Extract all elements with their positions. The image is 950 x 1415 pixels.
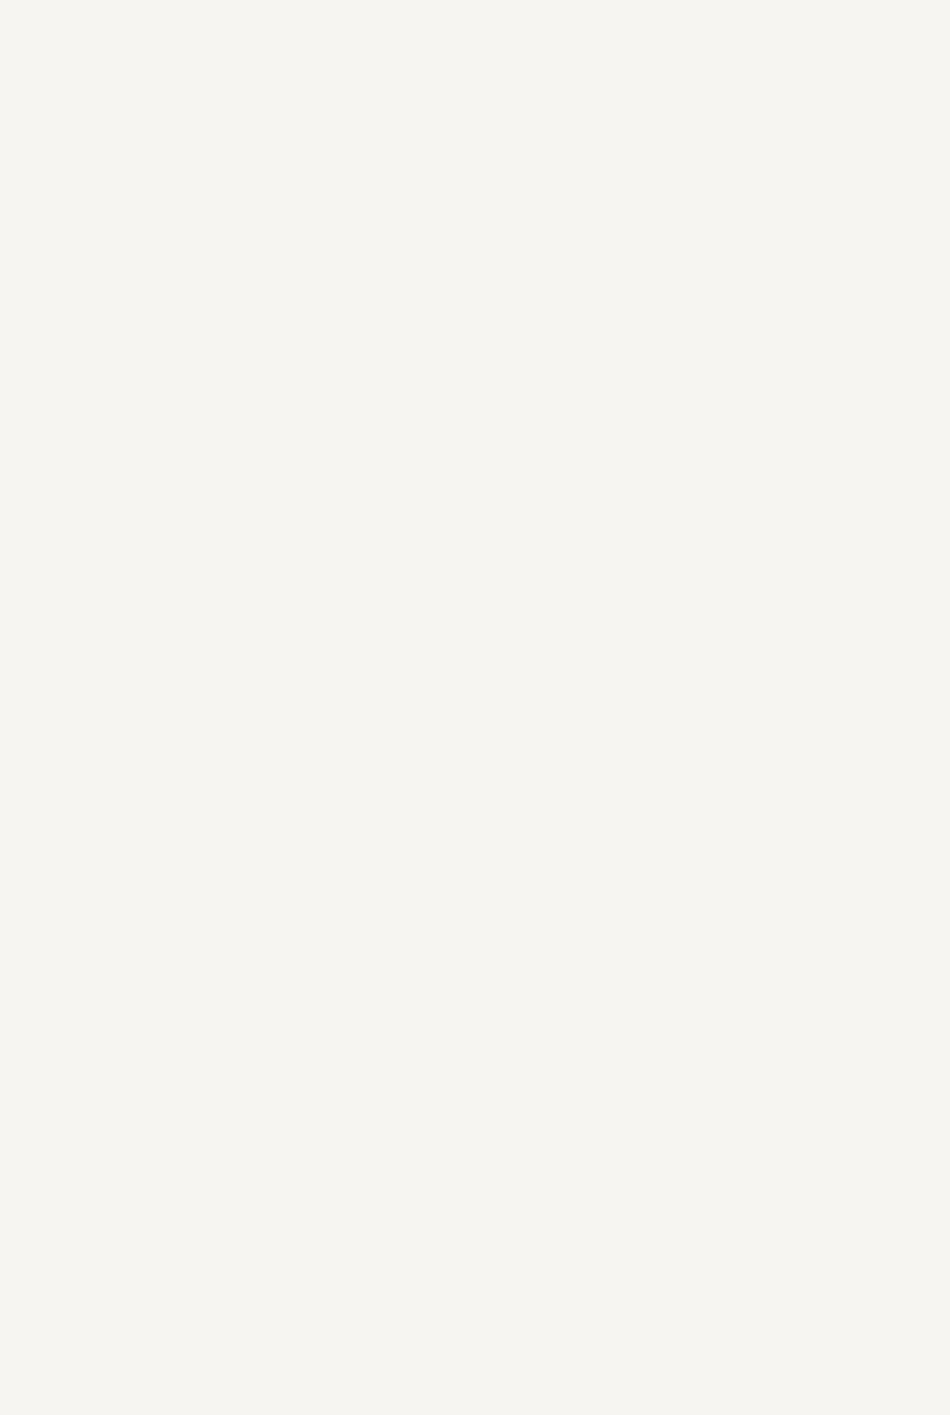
page-header (97, 12, 862, 52)
